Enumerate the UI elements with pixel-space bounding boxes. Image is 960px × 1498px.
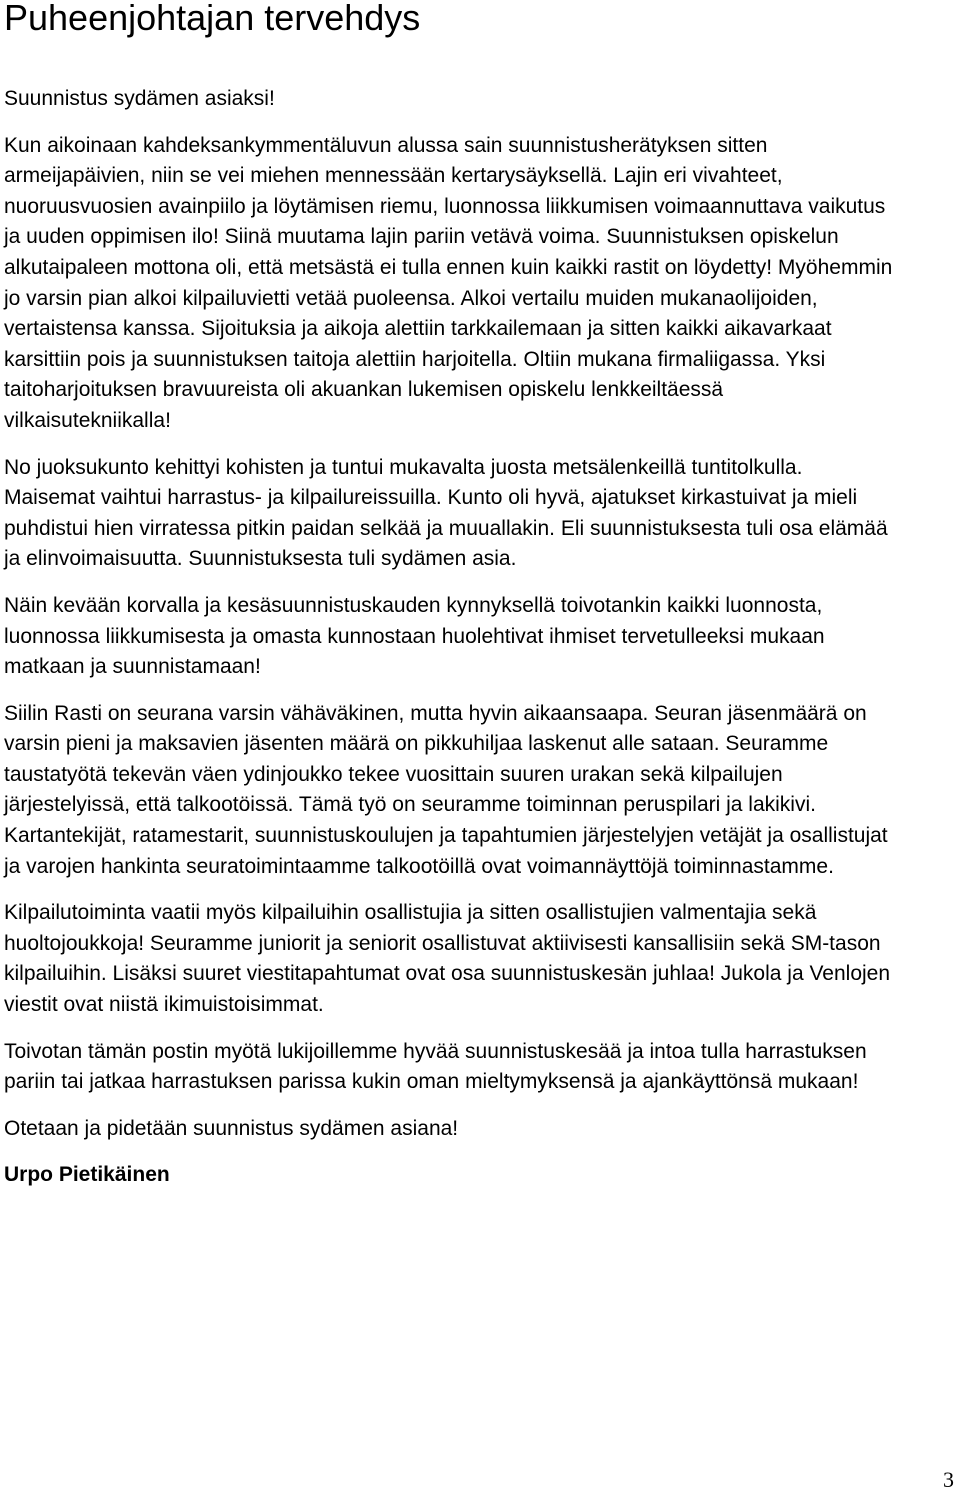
- paragraph-invitation: Näin kevään korvalla ja kesäsuunnistuskauden kynnyksellä toivotankin kaikki luonnosta, luonnossa liikkumisesta ja omasta kunnostaan huolehtivat ihmiset tervetulleeksi mukaan matkaan ja suunnistamaan!: [4, 593, 825, 679]
- signature: Urpo Pietikäinen: [4, 1163, 170, 1187]
- paragraph-wishes: Toivotan tämän postin myötä lukijoillemme hyvää suunnistuskesää ja intoa tulla harrastuksen pariin tai jatkaa harrastuksen parissa kukin oman mieltymyksensä ja ajankäyttönsä mukaan!: [4, 1039, 867, 1094]
- paragraph-history: Kun aikoinaan kahdeksankymmentäluvun alussa sain suunnistusherätyksen sitten armeijapäivien, niin se vei miehen mennessään kertarysäyksellä. Lajin eri vivahteet, nuoruusvuosien avainpiilo ja löytämisen riemu, luonnossa liikkumisen voimaannuttava vaikutus ja uuden oppimisen ilo! Siinä muutama lajin pariin vetävä voima. Suunnistuksen opiskelun alkutaipaleen mottona oli, että metsästä ei tulla ennen kuin kaikki rastit on löydetty! Myöhemmin jo varsin pian alkoi kilpailuvietti vetää puoleensa. Alkoi vertailu muiden mukanaolijoiden, vertaistensa kanssa. Sijoituksia ja aikoja alettiin tarkkailemaan ja sitten kaikki aikavarkaat karsittiin pois ja suunnistuksen taitoja alettiin harjoitella. Oltiin mukana firmaliigassa. Yksi taitoharjoituksen bravuureista oli akuankan lukemisen opiskelu lenkkeiltäessä vilkaisutekniikalla!: [4, 133, 893, 432]
- page-title: Puheenjohtajan tervehdys: [4, 0, 421, 38]
- paragraph-greeting: Suunnistus sydämen asiaksi!: [4, 87, 275, 110]
- paragraph-fitness: No juoksukunto kehittyi kohisten ja tuntui mukavalta juosta metsälenkeillä tuntitolkulla. Maisemat vaihtui harrastus- ja kilpailureissuilla. Kunto oli hyvä, ajatukset kirkastuivat ja mieli puhdistui hien virratessa pitkin paidan selkää ja muuallakin. Eli suunnistuksesta tuli osa elämää ja elinvoimaisuutta. Suunnistuksesta tuli sydämen asia.: [4, 455, 888, 571]
- page-number: 3: [943, 1467, 954, 1492]
- paragraph-closing: Otetaan ja pidetään suunnistus sydämen asiana!: [4, 1116, 459, 1140]
- article-body: [4, 84, 894, 1191]
- paragraph-competition: Kilpailutoiminta vaatii myös kilpailuihin osallistujia ja sitten osallistujien valmentajia sekä huoltojoukkoja! Seuramme juniorit ja seniorit osallistuvat aktiivisesti kansallisiin sekä SM-tason kilpailuihin. Lisäksi suuret viestitapahtumat ovat osa suunnistuskesän juhlaa! Jukola ja Venlojen viestit ovat niistä ikimuistoisimmat.: [4, 901, 891, 1017]
- paragraph-club: Siilin Rasti on seurana varsin vähäväkinen, mutta hyvin aikaansaapa. Seuran jäsenmäärä on varsin pieni ja maksavien jäsenten määrä on pikkuhiljaa laskenut alle sataan. Seuramme taustatyötä tekevän väen ydinjoukko tekee vuosittain suuren urakan sekä kilpailujen järjestelyissä, että talkootöissä. Tämä työ on seuramme toiminnan peruspilari ja lakikivi. Kartantekijät, ratamestarit, suunnistuskoulujen ja tapahtumien järjestelyjen vetäjät ja osallistujat ja varojen hankinta seuratoimintaamme talkootöillä ovat voimannäyttöjä toiminnastamme.: [4, 701, 888, 878]
